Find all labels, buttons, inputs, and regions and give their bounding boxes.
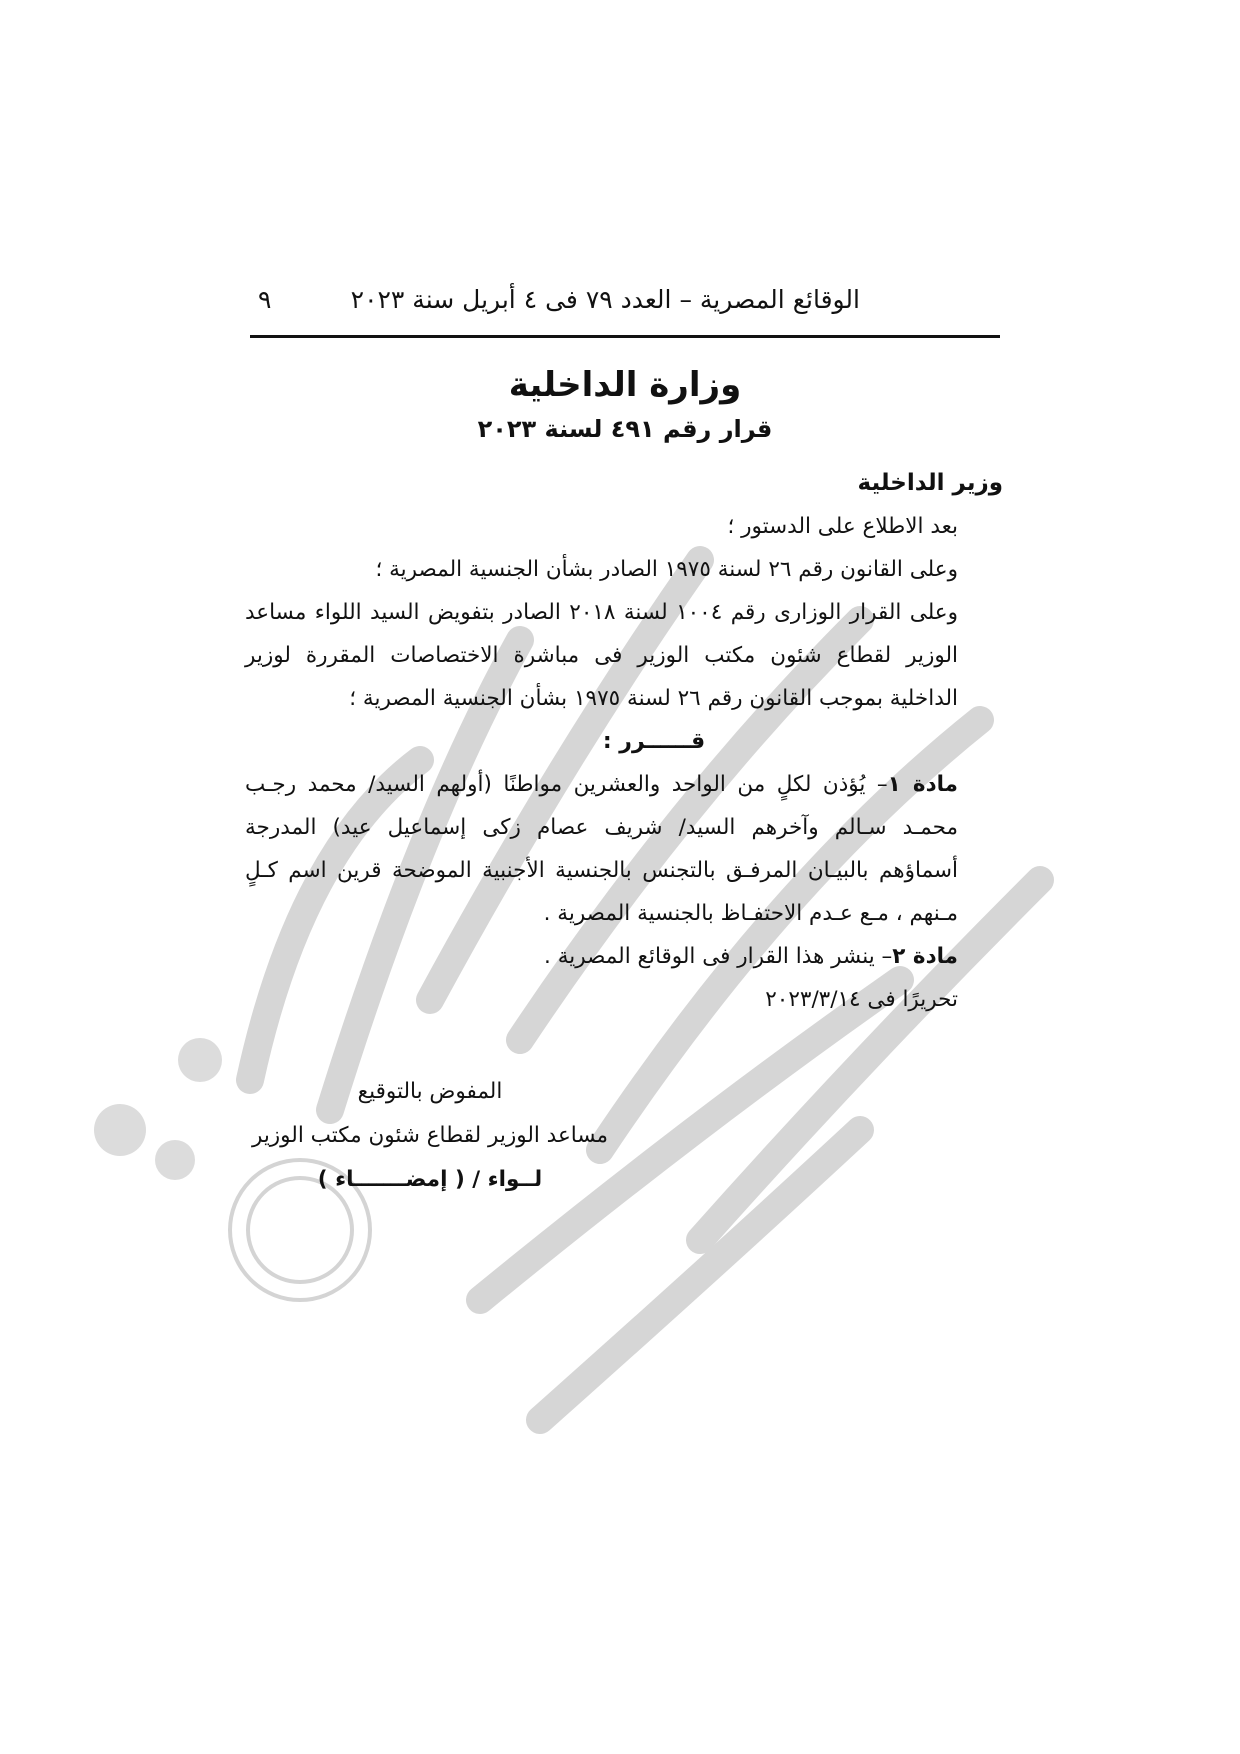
signature-block xyxy=(250,1070,610,1202)
page-number: ٩ xyxy=(258,285,272,314)
gazette-header-title: الوقائع المصرية – العدد ٧٩ فى ٤ أبريل سنة ٢٠٢٣ xyxy=(350,285,860,314)
decree-body xyxy=(245,462,1003,1021)
preamble-item: وعلى القانون رقم ٢٦ لسنة ١٩٧٥ الصادر بشأن الجنسية المصرية ؛ xyxy=(375,557,958,582)
date-line: تحريرًا فى ٢٠٢٣/٣/١٤ xyxy=(765,987,958,1012)
decree-number: قرار رقم ٤٩١ لسنة ٢٠٢٣ xyxy=(477,415,773,443)
delegated-label: المفوض بالتوقيع xyxy=(357,1079,503,1104)
article-1 xyxy=(245,763,1003,935)
article-text: – ينشر هذا القرار فى الوقائع المصرية . xyxy=(544,944,893,969)
decided-heading: قــــــرر : xyxy=(602,729,706,754)
preamble-item: وعلى القرار الوزارى رقم ١٠٠٤ لسنة ٢٠١٨ الصادر بتفويض السيد اللواء مساعد الوزير لقطاع شئون مكتب الوزير فى مباشرة الاختصاصات المقررة لوزير الداخلية بموجب القانون رقم ٢٦ لسنة ١٩٧٥ بشأن الجنسية المصرية ؛ xyxy=(245,600,959,711)
signer-position: مساعد الوزير لقطاع شئون مكتب الوزير xyxy=(251,1123,609,1148)
signature-line: لــواء / ( إمضـــــــاء ) xyxy=(317,1167,543,1192)
article-label: مادة ١ xyxy=(887,772,958,797)
ministry-title: وزارة الداخلية xyxy=(508,365,742,405)
article-2 xyxy=(245,935,1003,978)
header-rule xyxy=(250,335,1000,338)
preamble-item: بعد الاطلاع على الدستور ؛ xyxy=(727,514,958,539)
article-label: مادة ٢ xyxy=(892,944,958,969)
page-header xyxy=(250,285,1000,325)
minister-heading: وزير الداخلية xyxy=(857,470,1003,496)
article-text: – يُؤذن لكلٍ من الواحد والعشرين مواطنًا (أولهم السيد/ محمد رجـب محمـد سـالم وآخرهم السيد/ شريف عصام زكى إسماعيل عيد) المدرجة أسماؤهم بالبيـان المرفـق بالتجنس بالجنسية الأجنبية الموضحة قرين اسم كـلٍ مـنهم ، مـع عـدم الاحتفـاظ بالجنسية المصرية . xyxy=(245,772,958,926)
